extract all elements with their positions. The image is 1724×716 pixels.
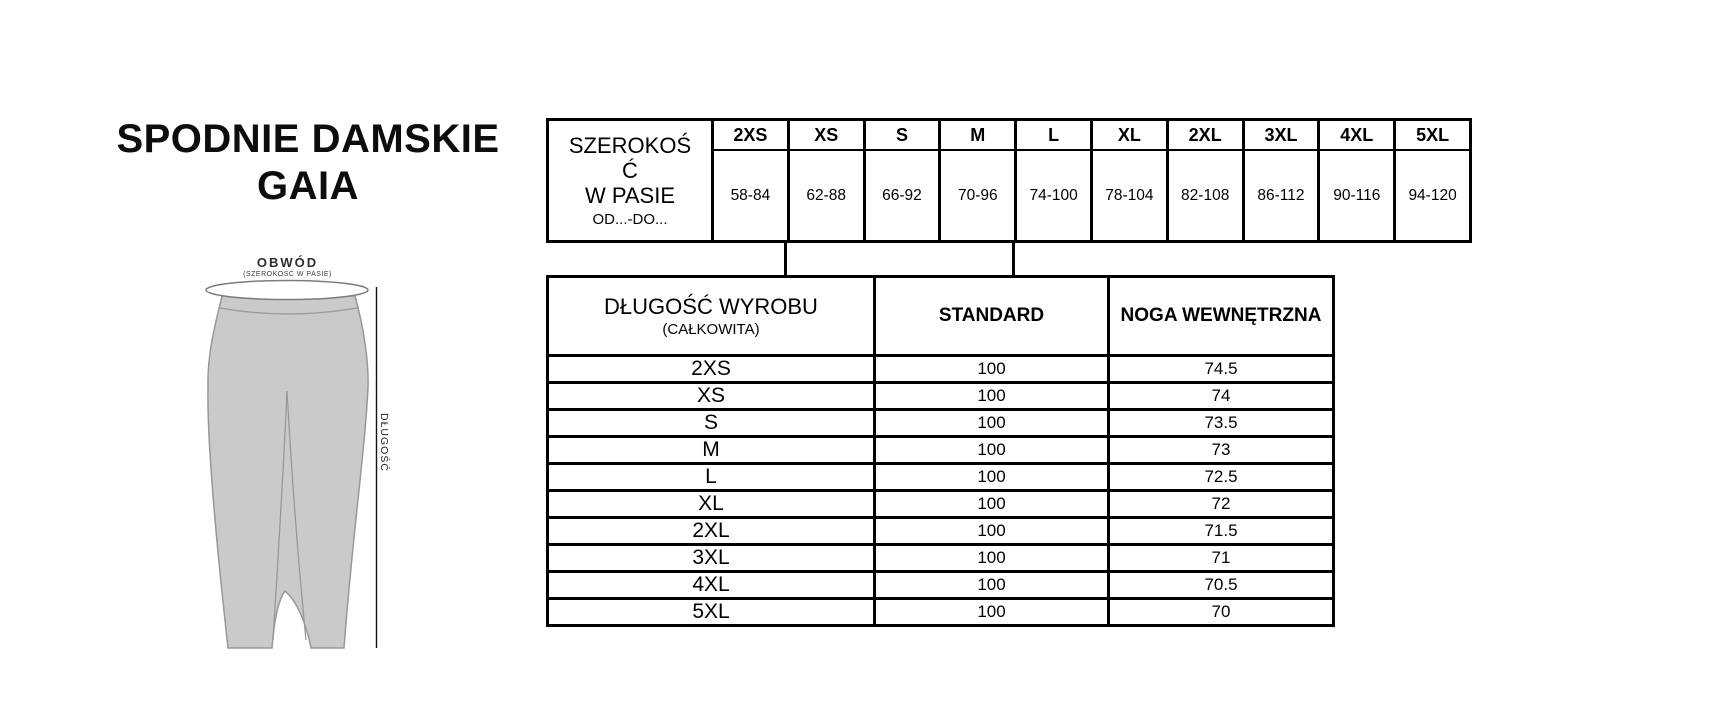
size-range: 82-108: [1181, 186, 1230, 204]
table-row: [548, 356, 1334, 383]
size-label: XS: [790, 121, 863, 151]
table-row: [548, 572, 1334, 599]
size-label: 2XS: [714, 121, 787, 151]
size-range: 86-112: [1257, 186, 1305, 204]
size-label: M: [941, 121, 1014, 151]
row-size: S: [548, 410, 875, 437]
row-size: 5XL: [548, 599, 875, 626]
size-range: 70-96: [957, 186, 998, 204]
table-row: [548, 383, 1334, 410]
row-standard: 100: [875, 410, 1109, 437]
title-line-2: GAIA: [257, 164, 359, 208]
size-label: 3XL: [1245, 121, 1318, 151]
row-size: 4XL: [548, 572, 875, 599]
waist-header-line: SZEROKOŚ: [568, 132, 692, 158]
waistband-ellipse: [206, 281, 368, 300]
size-label: L: [1017, 121, 1090, 151]
row-standard: 100: [875, 599, 1109, 626]
row-standard: 100: [875, 518, 1109, 545]
waist-header-line: OD...-DO...: [592, 210, 668, 228]
row-inner-leg: 71.5: [1109, 518, 1334, 545]
row-standard: 100: [875, 545, 1109, 572]
row-inner-leg: 74.5: [1109, 356, 1334, 383]
table-row: [548, 464, 1334, 491]
size-label: S: [866, 121, 939, 151]
row-size: 2XL: [548, 518, 875, 545]
size-column: [1317, 121, 1393, 240]
waist-table-header-cell: [549, 121, 711, 240]
size-column: [1014, 121, 1090, 240]
table-row: [548, 491, 1334, 518]
size-range: 74-100: [1029, 186, 1078, 204]
table-row: [548, 545, 1334, 572]
length-header-line-1: DŁUGOŚĆ WYROBU: [604, 293, 818, 319]
size-label: 2XL: [1169, 121, 1242, 151]
size-range: 62-88: [806, 186, 847, 204]
size-label: 5XL: [1396, 121, 1469, 151]
row-size: M: [548, 437, 875, 464]
size-range: 66-92: [882, 186, 922, 204]
size-column: [711, 121, 787, 240]
table-row: [548, 410, 1334, 437]
pants-shape: [208, 296, 368, 648]
row-standard: 100: [875, 491, 1109, 518]
table-row: [548, 518, 1334, 545]
size-range: 58-84: [730, 186, 771, 204]
size-label: XL: [1093, 121, 1166, 151]
row-inner-leg: 72.5: [1109, 464, 1334, 491]
pants-figure: [180, 240, 395, 655]
size-column: [1242, 121, 1318, 240]
length-label: DŁUGOŚĆ: [378, 413, 390, 472]
row-inner-leg: 70.5: [1109, 572, 1334, 599]
size-range: 78-104: [1105, 186, 1154, 204]
row-inner-leg: 72: [1109, 491, 1334, 518]
row-standard: 100: [875, 383, 1109, 410]
size-label: 4XL: [1320, 121, 1393, 151]
size-column: [863, 121, 939, 240]
product-length-table: [546, 275, 1335, 627]
waist-label: OBWÓD: [256, 255, 319, 270]
row-size: L: [548, 464, 875, 491]
row-size: XS: [548, 383, 875, 410]
length-table-header-size: [548, 277, 875, 356]
row-standard: 100: [875, 572, 1109, 599]
row-standard: 100: [875, 464, 1109, 491]
waist-sublabel: (SZEROKOŚĆ W PASIE): [243, 271, 332, 278]
waist-header-line: Ć: [622, 157, 638, 183]
table-row: [548, 599, 1334, 626]
size-column: [1393, 121, 1469, 240]
row-inner-leg: 71: [1109, 545, 1334, 572]
length-table-header-inner-leg: NOGA WEWNĘTRZNA: [1109, 277, 1334, 356]
row-inner-leg: 73: [1109, 437, 1334, 464]
size-range: 90-116: [1333, 186, 1381, 204]
size-column: [787, 121, 863, 240]
row-size: XL: [548, 491, 875, 518]
size-column: [1166, 121, 1242, 240]
title-line-1: SPODNIE DAMSKIE: [116, 117, 500, 161]
waist-size-table: [546, 118, 1472, 243]
table-row: [548, 437, 1334, 464]
row-size: 2XS: [548, 356, 875, 383]
length-header-line-2: (CAŁKOWITA): [662, 320, 760, 338]
row-inner-leg: 74: [1109, 383, 1334, 410]
page-title: [78, 116, 538, 210]
table-connector-line-right: [1012, 241, 1015, 278]
row-standard: 100: [875, 356, 1109, 383]
row-size: 3XL: [548, 545, 875, 572]
row-inner-leg: 73.5: [1109, 410, 1334, 437]
row-standard: 100: [875, 437, 1109, 464]
size-column: [1090, 121, 1166, 240]
size-range: 94-120: [1408, 186, 1457, 204]
waist-header-line: W PASIE: [584, 182, 676, 208]
table-connector-line-left: [784, 241, 787, 278]
size-column: [938, 121, 1014, 240]
row-inner-leg: 70: [1109, 599, 1334, 626]
length-table-header-standard: STANDARD: [875, 277, 1109, 356]
